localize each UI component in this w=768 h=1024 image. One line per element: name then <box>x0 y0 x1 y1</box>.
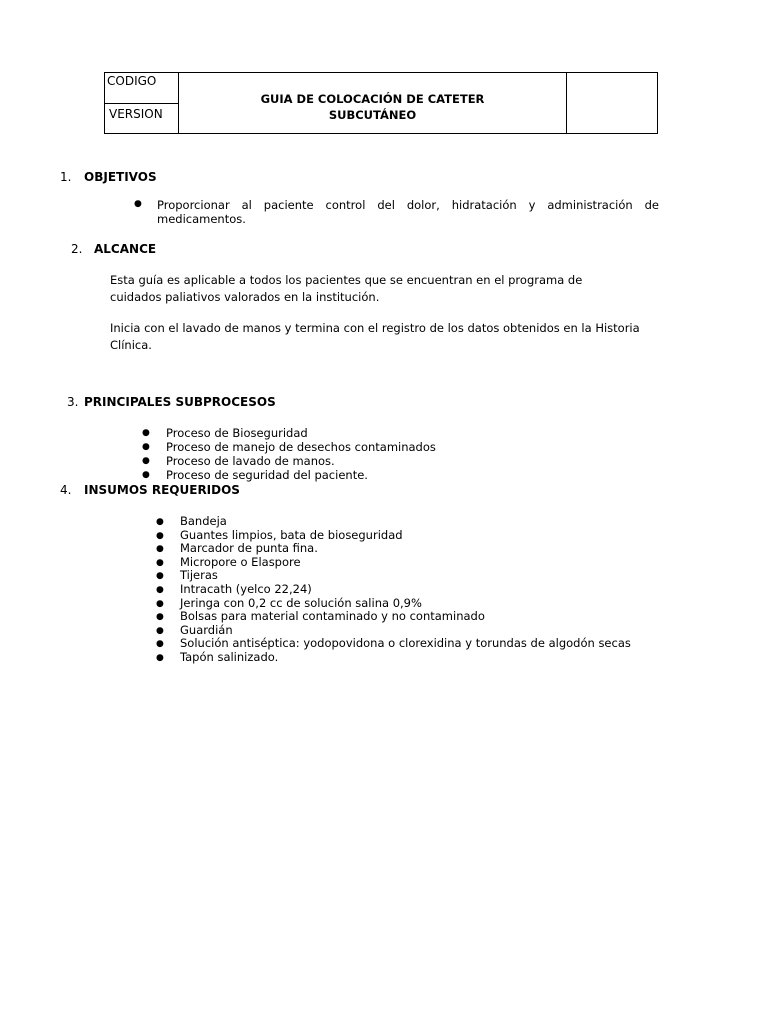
list-item: ● Solución antiséptica: yodopovidona o clorexidina y torundas de algodón secas <box>156 636 631 651</box>
codigo-label: CODIGO <box>105 73 178 104</box>
section-4-title: INSUMOS REQUERIDOS <box>84 483 240 497</box>
section-1-bullet: ● <box>134 199 142 209</box>
section-2-title: ALCANCE <box>94 242 157 256</box>
section-2-p2-line2: Clínica. <box>110 338 152 352</box>
section-1-heading <box>60 170 157 184</box>
version-label: VERSION <box>109 107 163 121</box>
list-item: ● Proceso de Bioseguridad <box>142 426 308 440</box>
section-2-p2-line1: Inicia con el lavado de manos y termina con el registro de los datos obtenidos en la Historia <box>110 321 640 335</box>
section-3-number: 3. <box>67 395 79 409</box>
list-item: ● Bolsas para material contaminado y no contaminado <box>156 609 485 624</box>
header-left-cell <box>105 73 179 133</box>
title-line-2: SUBCUTÁNEO <box>328 108 417 122</box>
section-4-heading <box>60 483 240 497</box>
section-2-number: 2. <box>71 242 83 256</box>
list-item: ● Proceso de lavado de manos. <box>142 454 335 468</box>
list-item: ● Jeringa con 0,2 cc de solución salina 0,9% <box>156 595 422 610</box>
section-3-title: PRINCIPALES SUBPROCESOS <box>84 395 276 409</box>
list-item: ● Guantes limpios, bata de bioseguridad <box>156 527 403 542</box>
section-1-title: OBJETIVOS <box>84 170 157 184</box>
section-2-p1-line2: cuidados paliativos valorados en la institución. <box>110 290 380 304</box>
section-4-number: 4. <box>60 483 72 497</box>
list-item: ● Intracath (yelco 22,24) <box>156 581 312 596</box>
header-right-cell <box>567 73 657 133</box>
list-item: ● Proceso de seguridad del paciente. <box>142 468 368 482</box>
section-3-heading <box>67 395 276 409</box>
title-line-1: GUIA DE COLOCACIÓN DE CATETER <box>260 92 485 106</box>
document-title <box>179 73 567 133</box>
list-item: ● Proceso de manejo de desechos contaminados <box>142 440 436 454</box>
list-item: ● Tapón salinizado. <box>156 649 279 664</box>
section-1-objective-text: Proporcionar al paciente control del dolor, hidratación y administración de medicamentos. <box>157 198 659 226</box>
section-2-paragraph-1 <box>110 272 670 306</box>
section-2-p1-line1: Esta guía es aplicable a todos los pacientes que se encuentran en el programa de <box>110 273 583 287</box>
list-item: ● Micropore o Elaspore <box>156 554 301 569</box>
list-item: ● Bandeja <box>156 514 227 528</box>
section-1-number: 1. <box>60 170 72 184</box>
list-item: ● Guardián <box>156 622 233 637</box>
section-2-paragraph-2 <box>110 320 670 354</box>
list-item: ● Marcador de punta fina. <box>156 541 318 556</box>
list-item: ● Tijeras <box>156 568 218 583</box>
section-2-heading <box>71 242 156 256</box>
section-4-list <box>156 515 631 665</box>
header-table <box>104 72 658 134</box>
section-3-list <box>142 426 436 482</box>
